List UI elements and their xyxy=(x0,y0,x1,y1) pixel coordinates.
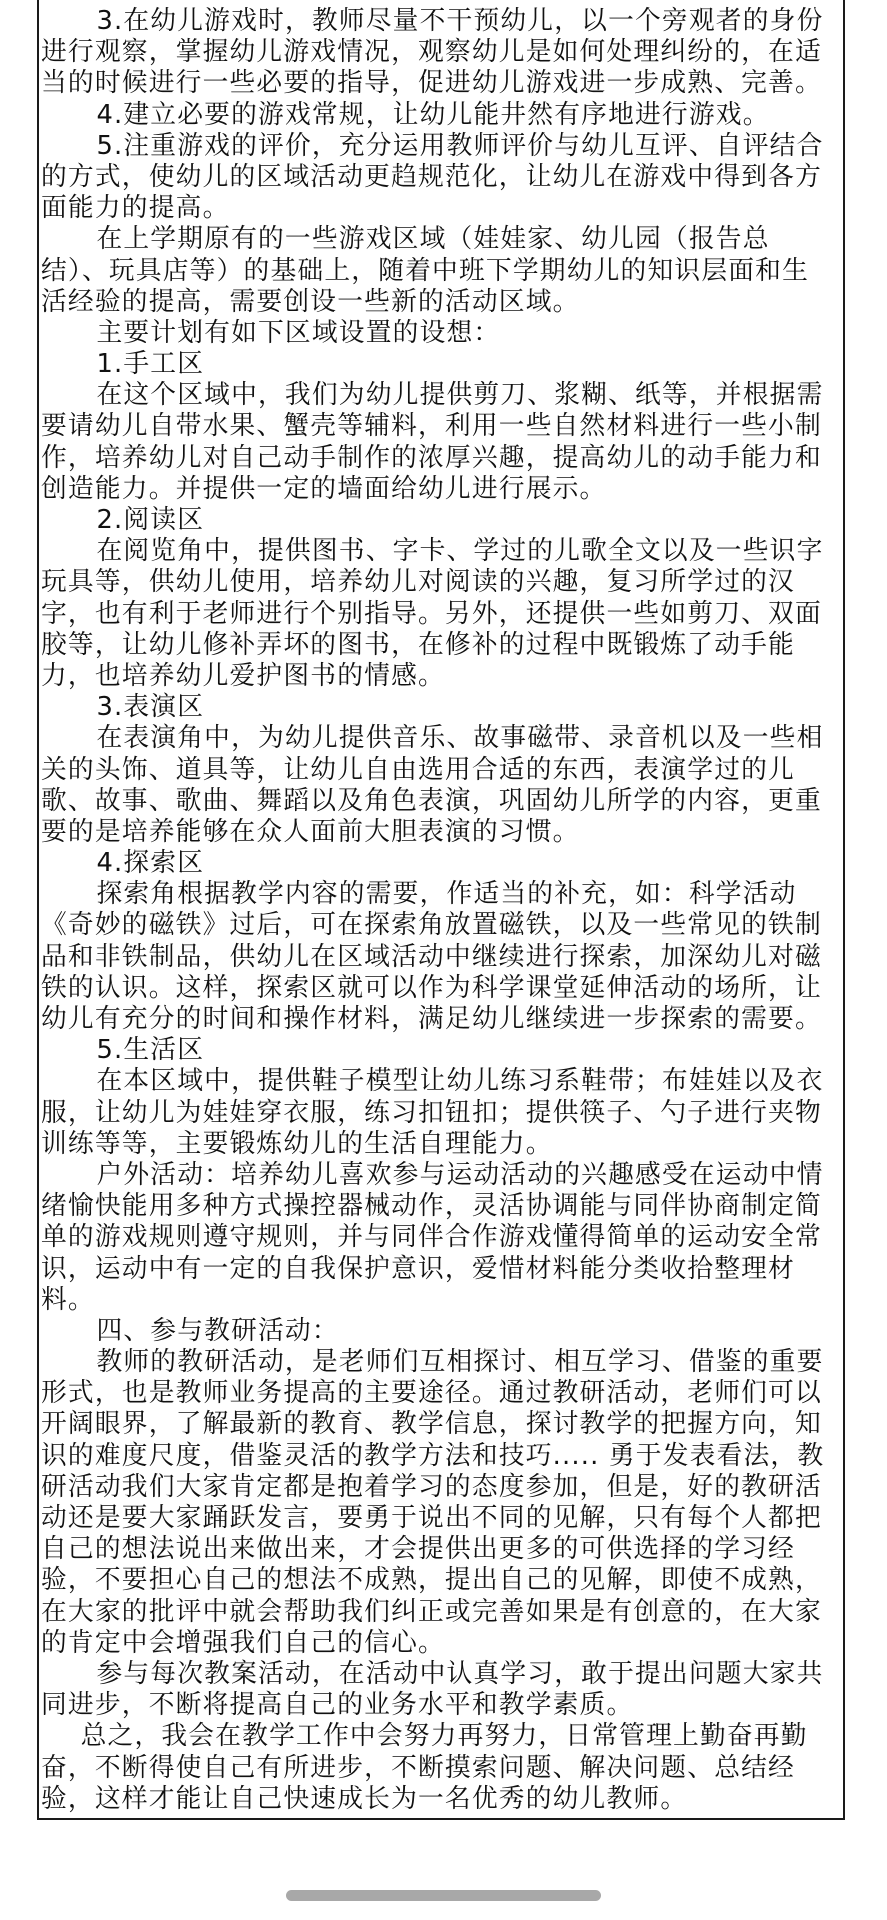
document-line: 研活动我们大家肯定都是抱着学习的态度参加，但是，好的教研活 xyxy=(41,1471,822,1502)
home-indicator-bar[interactable] xyxy=(286,1890,601,1901)
document-body xyxy=(41,6,845,1815)
document-line: 玩具等，供幼儿使用，培养幼儿对阅读的兴趣，复习所学过的汉 xyxy=(41,567,795,598)
document-line: 参与每次教案活动，在活动中认真学习，敢于提出问题大家共 xyxy=(96,1658,824,1689)
document-line: 总之，我会在教学工作中会努力再努力，日常管理上勤奋再勤 xyxy=(80,1721,808,1752)
document-line: 要请幼儿自带水果、蟹壳等辅料，利用一些自然材料进行一些小制 xyxy=(41,411,822,442)
document-line: 品和非铁制品，供幼儿在区域活动中继续进行探索，加深幼儿对磁 xyxy=(41,941,822,972)
document-line: 开阔眼界，了解最新的教育、教学信息，探讨教学的把握方向，知 xyxy=(41,1409,822,1440)
document-line: 自己的想法说出来做出来，才会提供出更多的可供选择的学习经 xyxy=(41,1534,795,1565)
document-line: 作，培养幼儿对自己动手制作的浓厚兴趣，提高幼儿的动手能力和 xyxy=(41,442,822,473)
document-line: 识的难度尺度，借鉴灵活的教学方法和技巧..... 勇于发表看法，教 xyxy=(41,1440,825,1471)
document-line: 的方式，使幼儿的区域活动更趋规范化，让幼儿在游戏中得到各方 xyxy=(41,161,822,192)
document-line: 2.阅读区 xyxy=(96,505,205,535)
document-line: 在这个区域中，我们为幼儿提供剪刀、浆糊、纸等，并根据需 xyxy=(96,380,824,411)
document-line: 字，也有利于老师进行个别指导。另外，还提供一些如剪刀、双面 xyxy=(41,598,822,629)
document-line: 训练等等，主要锻炼幼儿的生活自理能力。 xyxy=(41,1128,553,1159)
document-line: 3.表演区 xyxy=(96,692,205,723)
document-line: 要的是培养能够在众人面前大胆表演的习惯。 xyxy=(41,816,580,847)
document-line: 结）、玩具店等）的基础上，随着中班下学期幼儿的知识层面和生 xyxy=(41,255,810,286)
document-line: 在本区域中，提供鞋子模型让幼儿练习系鞋带；布娃娃以及衣 xyxy=(96,1066,824,1097)
document-line: 验，这样才能让自己快速成长为一名优秀的幼儿教师。 xyxy=(41,1783,688,1814)
document-line: 动还是要大家踊跃发言，要勇于说出不同的见解，只有每个人都把 xyxy=(41,1503,822,1533)
document-line: 绪愉快能用多种方式操控器械动作，灵活协调能与同伴协商制定简 xyxy=(41,1191,822,1222)
document-line: 4.探索区 xyxy=(96,848,205,879)
document-line: 关的头饰、道具等，让幼儿自由选用合适的东西，表演学过的儿 xyxy=(41,754,795,785)
document-line: 胶等，让幼儿修补弄坏的图书，在修补的过程中既锻炼了动手能 xyxy=(41,629,795,660)
document-line: 活经验的提高，需要创设一些新的活动区域。 xyxy=(41,286,580,317)
document-line: 单的游戏规则遵守规则，并与同伴合作游戏懂得简单的运动安全常 xyxy=(41,1222,822,1253)
document-line: 创造能力。并提供一定的墙面给幼儿进行展示。 xyxy=(41,473,607,504)
document-line: 奋，不断得使自己有所进步，不断摸索问题、解决问题、总结经 xyxy=(41,1752,795,1783)
document-line: 5.注重游戏的评价，充分运用教师评价与幼儿互评、自评结合 xyxy=(96,130,824,161)
document-line: 1.手工区 xyxy=(96,349,205,380)
document-line: 教师的教研活动，是老师们互相探讨、相互学习、借鉴的重要 xyxy=(96,1347,824,1378)
document-line: 的肯定中会增强我们自己的信心。 xyxy=(41,1627,445,1658)
document-line: 在上学期原有的一些游戏区域（娃娃家、幼儿园（报告总 xyxy=(96,224,770,255)
document-line: 探索角根据教学内容的需要，作适当的补充，如：科学活动 xyxy=(96,879,797,910)
document-line: 在大家的批评中就会帮助我们纠正或完善如果是有创意的，在大家 xyxy=(41,1596,822,1627)
document-line: 幼儿有充分的时间和操作材料，满足幼儿继续进一步探索的需要。 xyxy=(41,1004,822,1034)
document-line: 5.生活区 xyxy=(96,1035,205,1066)
document-line: 户外活动：培养幼儿喜欢参与运动活动的兴趣感受在运动中情 xyxy=(96,1159,824,1190)
document-line: 当的时候进行一些必要的指导，促进幼儿游戏进一步成熟、完善。 xyxy=(41,68,822,99)
document-line: 服，让幼儿为娃娃穿衣服，练习扣钮扣；提供筷子、勺子进行夹物 xyxy=(41,1097,822,1128)
document-line: 面能力的提高。 xyxy=(41,193,230,224)
document-line: 在阅览角中，提供图书、字卡、学过的儿歌全文以及一些识字 xyxy=(96,536,824,567)
document-line: 识，运动中有一定的自我保护意识，爱惜材料能分类收拾整理材 xyxy=(41,1253,795,1284)
document-line: 力，也培养幼儿爱护图书的情感。 xyxy=(41,660,445,691)
document-line: 歌、故事、歌曲、舞蹈以及角色表演，巩固幼儿所学的内容，更重 xyxy=(41,785,822,816)
document-line: 4.建立必要的游戏常规，让幼儿能井然有序地进行游戏。 xyxy=(96,99,770,130)
document-line: 进行观察，掌握幼儿游戏情况，观察幼儿是如何处理纠纷的，在适 xyxy=(41,37,822,68)
document-line: 主要计划有如下区域设置的设想： xyxy=(96,317,501,348)
document-line: 四、参与教研活动： xyxy=(96,1315,339,1346)
document-line: 料。 xyxy=(41,1284,95,1315)
document-line: 验，不要担心自己的想法不成熟，提出自己的见解，即使不成熟， xyxy=(41,1565,822,1596)
document-line: 同进步，不断将提高自己的业务水平和教学素质。 xyxy=(41,1690,634,1721)
document-line: 3.在幼儿游戏时，教师尽量不干预幼儿，以一个旁观者的身份 xyxy=(96,6,824,36)
document-line: 铁的认识。这样，探索区就可以作为科学课堂延伸活动的场所，让 xyxy=(41,972,822,1003)
document-line: 《奇妙的磁铁》过后，可在探索角放置磁铁，以及一些常见的铁制 xyxy=(41,910,822,941)
document-line: 在表演角中，为幼儿提供音乐、故事磁带、录音机以及一些相 xyxy=(96,723,824,754)
document-line: 形式，也是教师业务提高的主要途径。通过教研活动，老师们可以 xyxy=(41,1378,822,1409)
